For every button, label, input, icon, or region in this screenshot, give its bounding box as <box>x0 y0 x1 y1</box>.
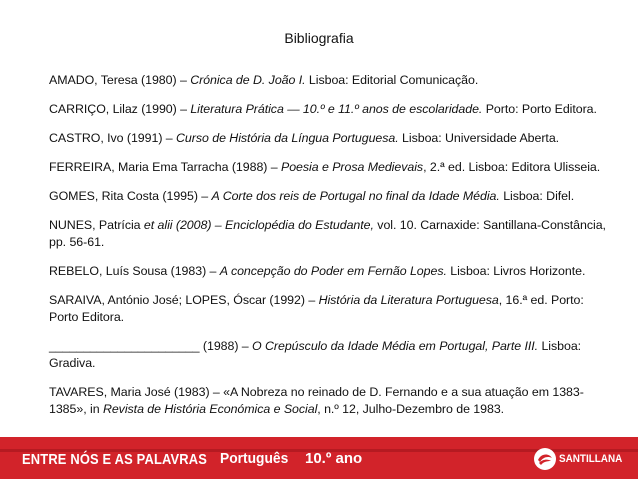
reference-text: ______________________ (1988) – <box>49 339 253 353</box>
reference-text: Lisboa: Editorial Comunicação. <box>305 73 479 87</box>
grade-label: 10.º ano <box>305 450 363 467</box>
reference-text: CASTRO, Ivo (1991) – <box>49 131 177 145</box>
reference-entry <box>49 188 614 205</box>
reference-entry <box>49 338 614 372</box>
reference-text: vol. 10. Carnaxide: Santillana-Constância, pp. 56-61. <box>49 218 606 249</box>
reference-text: , 2.ª ed. Lisboa: Editora Ulisseia. <box>423 160 601 174</box>
reference-text: CARRIÇO, Lilaz (1990) – <box>49 102 191 116</box>
reference-title: A Corte dos reis de Portugal no final da Idade Média. <box>211 189 500 203</box>
reference-text: Porto: Porto Editora. <box>482 102 597 116</box>
reference-title: A concepção do Poder em Fernão Lopes. <box>219 264 447 278</box>
reference-text: Lisboa: Livros Horizonte. <box>446 264 586 278</box>
reference-text: , 16.ª ed. Porto: Porto Editora. <box>49 293 584 324</box>
reference-text: AMADO, Teresa (1980) – <box>49 73 191 87</box>
reference-entry <box>49 72 614 89</box>
reference-text: Lisboa: Universidade Aberta. <box>398 131 560 145</box>
subject-label: Português <box>220 450 289 467</box>
reference-text: Lisboa: Difel. <box>499 189 575 203</box>
reference-title: Revista de História Económica e Social <box>102 402 318 416</box>
reference-text: Lisboa: Gradiva. <box>49 339 582 370</box>
publisher-name: SANTILLANA <box>559 453 623 465</box>
reference-text: NUNES, Patrícia <box>49 218 144 232</box>
reference-entry <box>49 217 614 251</box>
reference-text: , n.º 12, Julho-Dezembro de 1983. <box>317 402 505 416</box>
reference-title: O Crepúsculo da Idade Média em Portugal, Parte III. <box>252 339 539 353</box>
reference-entry <box>49 101 614 118</box>
footer-bar <box>0 437 638 479</box>
reference-text: FERREIRA, Maria Ema Tarracha (1988) – <box>49 160 281 174</box>
reference-list <box>49 72 614 430</box>
reference-title: História da Literatura Portuguesa <box>318 293 499 307</box>
reference-title: Crónica de D. João I. <box>190 73 306 87</box>
reference-title: Curso de História da Língua Portuguesa. <box>176 131 399 145</box>
reference-text: SARAIVA, António José; LOPES, Óscar (1992) – <box>49 293 319 307</box>
reference-title: et alii (2008) – Enciclopédia do Estudante, <box>143 218 374 232</box>
publisher-logo <box>533 445 633 473</box>
reference-entry <box>49 159 614 176</box>
reference-entry <box>49 130 614 147</box>
reference-text: REBELO, Luís Sousa (1983) – <box>49 264 220 278</box>
reference-text: GOMES, Rita Costa (1995) – <box>49 189 212 203</box>
reference-entry <box>49 292 614 326</box>
reference-text: TAVARES, Maria José (1983) – «A Nobreza no reinado de D. Fernando e a sua atuação em 1383-1385», in <box>49 385 584 416</box>
reference-title: Literatura Prática — 10.º e 11.º anos de escolaridade. <box>190 102 483 116</box>
reference-entry <box>49 384 614 418</box>
series-title: ENTRE NÓS E AS PALAVRAS <box>22 451 208 468</box>
reference-title: Poesia e Prosa Medievais <box>281 160 424 174</box>
reference-entry <box>49 263 614 280</box>
page-title: Bibliografia <box>284 30 354 46</box>
santillana-logo-icon <box>533 447 557 471</box>
